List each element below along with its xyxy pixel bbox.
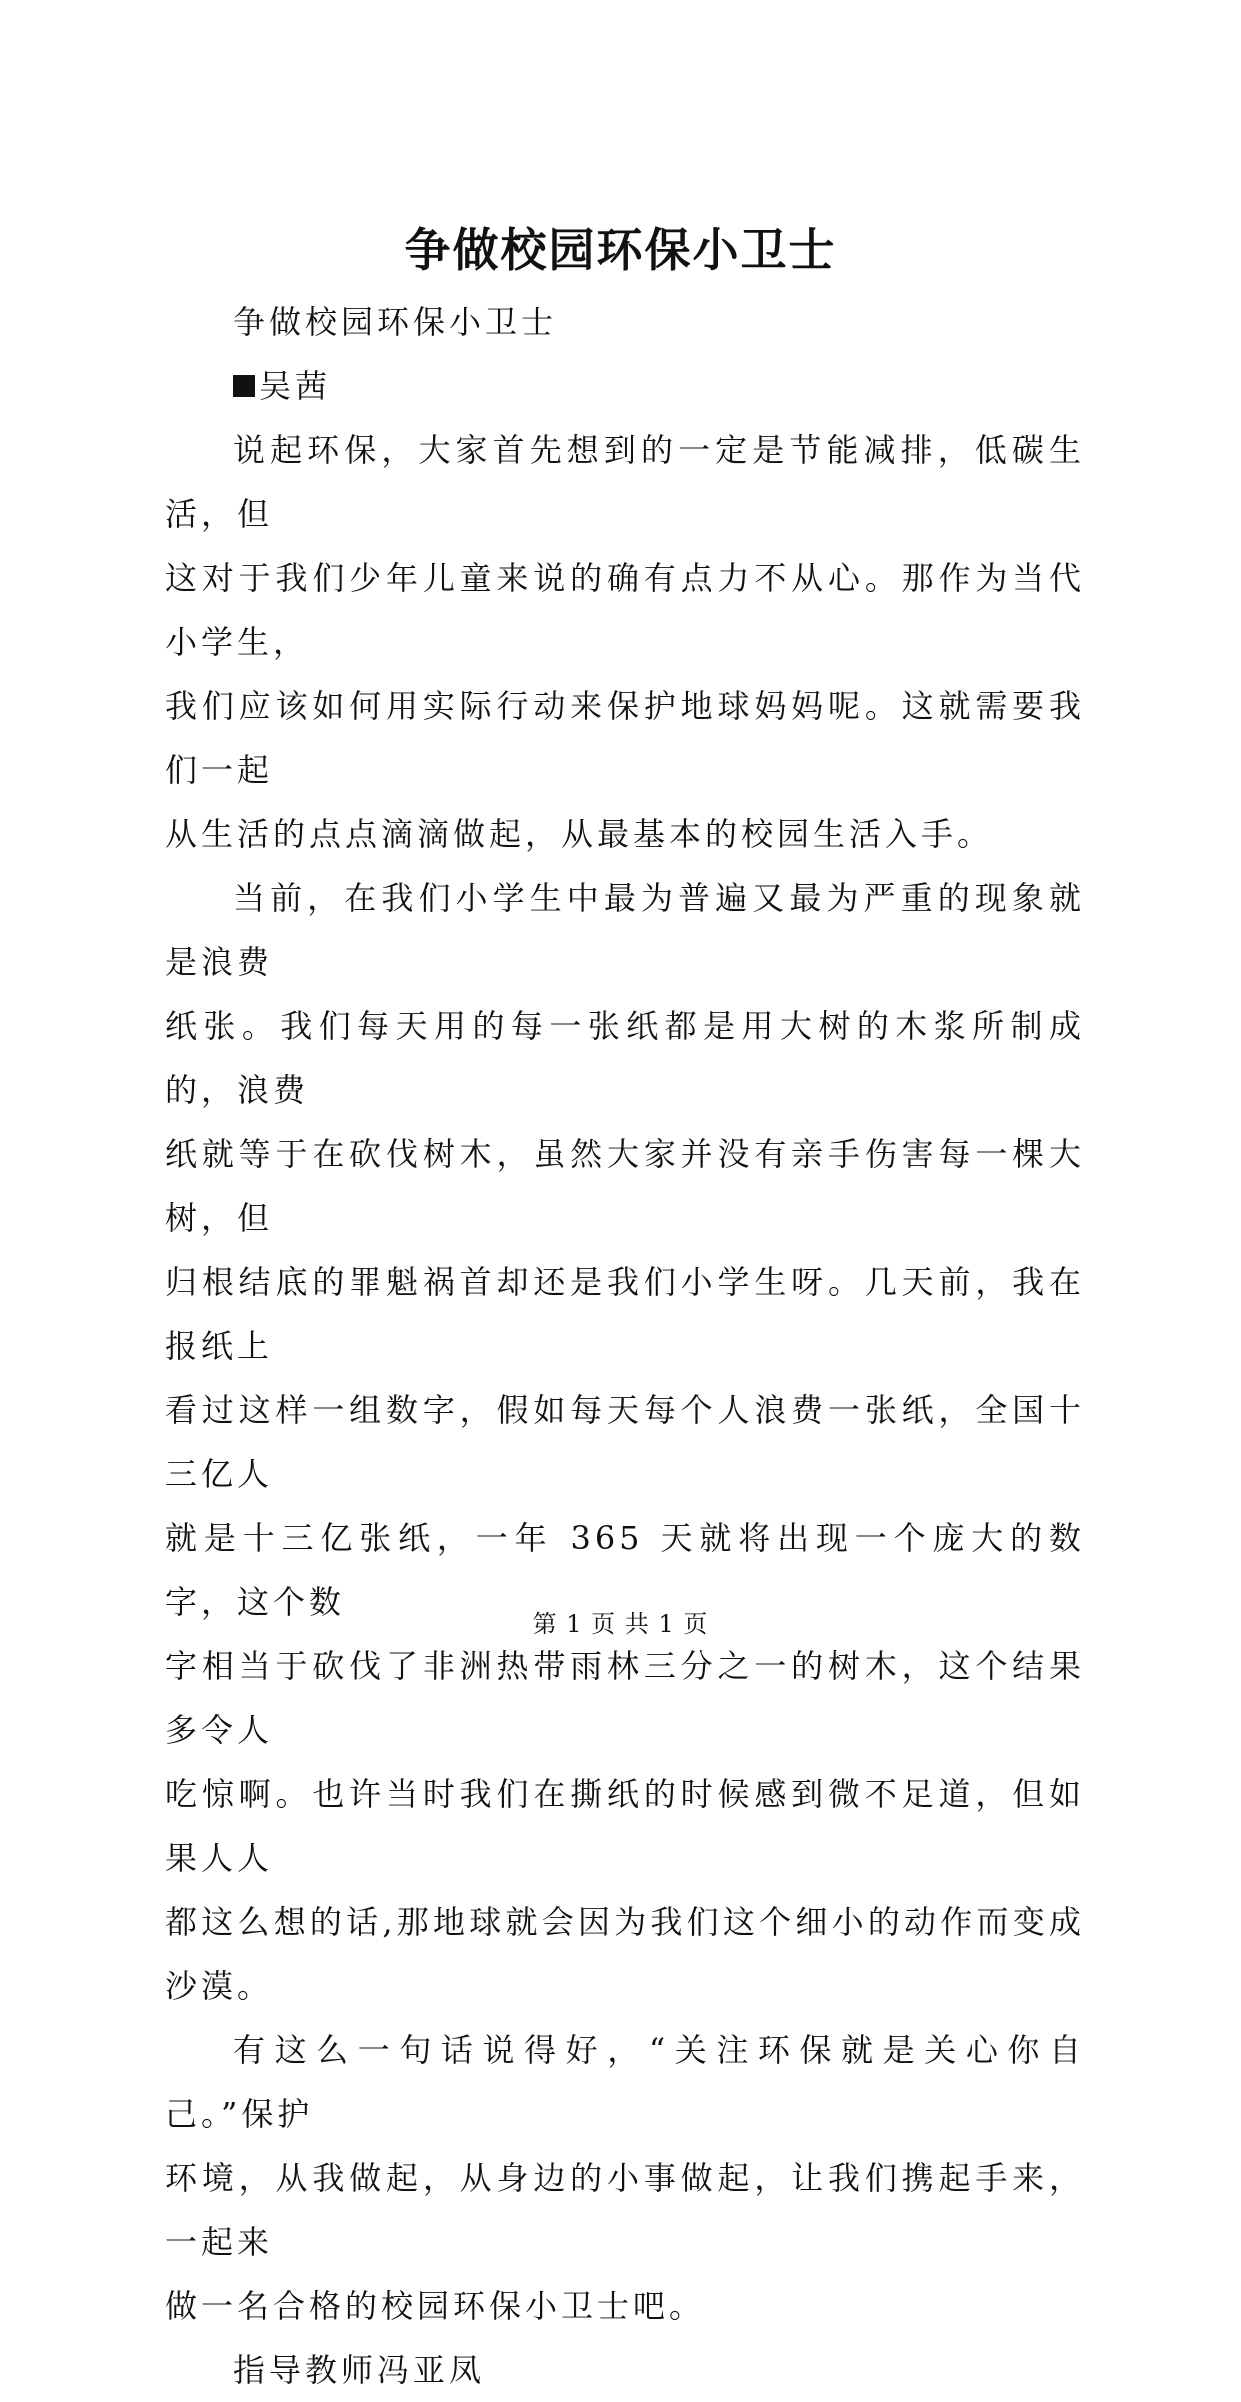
page-footer: 第 1 页 共 1 页 xyxy=(532,1610,709,1638)
paragraph-3: 有这么一句话说得好，“关注环保就是关心你自己。”保护 环境，从我做起，从身边的小事做起，让我们携起手来，一起来 做一名合格的校园环保小卫士吧。 xyxy=(165,2031,1085,2325)
document-title: 争做校园环保小卫士 xyxy=(404,223,837,277)
author-name: 吴茜 xyxy=(259,367,332,405)
author-line xyxy=(165,354,1085,418)
paragraph-2: 当前，在我们小学生中最为普遍又最为严重的现象就是浪费 纸张。我们每天用的每一张纸都是用大树的木浆所制成的，浪费 纸就等于在砍伐树木，虽然大家并没有亲手伤害每一棵大树，但 归根结底的罪魁祸首却还是我们小学生呀。几天前，我在报纸上 看过这样一组数字，假如每天每个人浪费一张纸，全国十三亿人 就是十三亿张纸，一年 365 天就将出现一个庞大的数字，这个数 字相当于砍伐了非洲热带雨林三分之一的树木，这个结果多令人 吃惊啊。也许当时我们在撕纸的时候感到微不足道，但如果人人 都这么想的话,那地球就会因为我们这个细小的动作而变成沙漠。 xyxy=(165,879,1085,2005)
document-body xyxy=(165,290,1085,2402)
paragraph-1: 说起环保，大家首先想到的一定是节能减排，低碳生活，但 这对于我们少年儿童来说的确有点力不从心。那作为当代小学生， 我们应该如何用实际行动来保护地球妈妈呢。这就需要我们一起 从生活的点点滴滴做起，从最基本的校园生活入手。 xyxy=(165,431,1085,853)
subtitle-line: 争做校园环保小卫士 xyxy=(233,303,558,341)
advisor-line: 指导教师冯亚凤 xyxy=(233,2351,486,2389)
author-square-icon xyxy=(233,375,255,397)
